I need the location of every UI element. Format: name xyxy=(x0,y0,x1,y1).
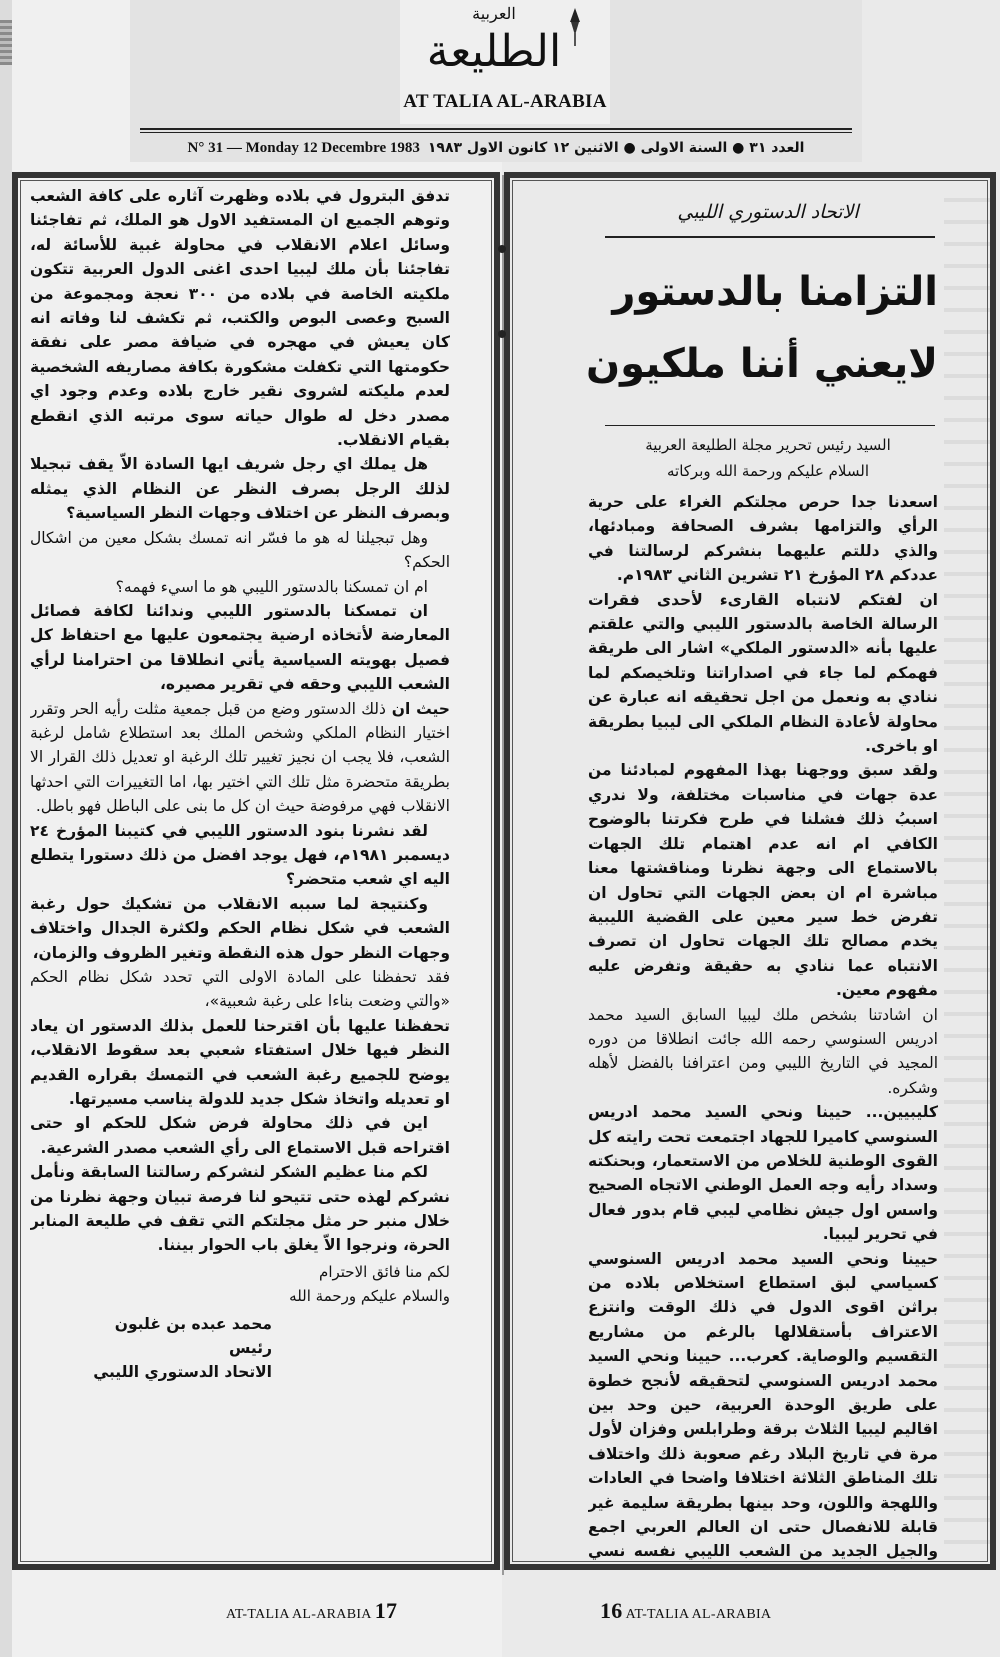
paragraph: هل يملك اي رجل شريف ايها السادة الاّ يقف تبجيلا لذلك الرجل بصرف النظر عن النظام الذي يمثله وبصرف النظر عن اختلاف وجهات النظر السياسية؟ xyxy=(30,455,450,523)
paragraph: ان اشادتنا بشخص ملك ليبيا السابق السيد محمد ادريس السنوسي رحمه الله جائت انطلاقا من دوره المجيد في التاريخ الليبي ومن اعترافنا بالفضل لأهله وشكره. xyxy=(588,1005,938,1097)
masthead-rule xyxy=(140,128,852,133)
binding-spine xyxy=(502,175,504,1575)
headline-line-1: التزامنا بالدستور xyxy=(612,269,938,315)
paragraph: اسعدنا جدا حرص مجلتكم الغراء على حرية الرأي والتزامها بشرف الصحافة ومبادئها، والذي دللتم عليهما بنشركم لرسالتنا في عددكم ٢٨ المؤرخ ٢١ تشرين الثاني ١٩٨٣م. xyxy=(588,493,938,585)
staple-icon xyxy=(498,330,506,338)
paragraph: ان لفتكم لانتباه القارىء لأحدى فقرات الرسالة الخاصة بالدستور الليبي والتي علقتم عليها بأنه «الدستور الملكي» اشار الى طريقة فهمكم لما جاء في اصداراتنا وتلخيصكم لما ننادي به ونعمل من اجل تحقيقه انه عبارة عن محاولة لأعادة النظام الملكي الى ليبيا بطريقة او باخرى. xyxy=(588,590,938,756)
left-column-body xyxy=(30,184,450,1560)
logo-wordmark xyxy=(427,0,561,80)
folio-right xyxy=(600,1598,771,1624)
signature-title: رئيس xyxy=(229,1338,272,1357)
folio-publication: AT-TALIA AL-ARABIA xyxy=(226,1607,371,1622)
folio-publication: AT-TALIA AL-ARABIA xyxy=(625,1607,772,1622)
paragraph: ان تمسكنا بالدستور الليبي وندائنا لكافة فصائل المعارضة لأتخاذه ارضية يجتمعون عليها مع احتفاظ كل فصيل بهويته السياسية يأتي انطلاقا من احترامنا لرأي الشعب الليبي وحقه في تقرير مصيره، xyxy=(30,601,450,694)
closing xyxy=(30,1260,450,1308)
folio-left xyxy=(226,1598,397,1624)
signature-lines xyxy=(42,1312,272,1384)
paragraph xyxy=(30,697,450,819)
page-number: 17 xyxy=(374,1598,398,1623)
paragraph: تحفظنا عليها بأن اقترحنا للعمل بذلك الدستور ان يعاد النظر فيها خلال استفتاء شعبي بعد سقوط الانقلاب، يوضح للجميع رغبة الشعب في التمسك بقراره القديم او تعديله واتخاذ شكل جديد للدولة يناسب مسيرتها. xyxy=(30,1016,450,1109)
headline-rule xyxy=(605,425,935,426)
logo-mark xyxy=(427,0,583,84)
paragraph: فقد تحفظنا على المادة الاولى التي تحدد شكل نظام الحكم «والتي وضعت بناءا على رغبة شعبية»، xyxy=(30,968,450,1011)
right-column-body xyxy=(588,490,938,1562)
signature-name: محمد عبده بن غلبون xyxy=(114,1314,272,1333)
signature-block xyxy=(30,1312,450,1384)
logo xyxy=(400,0,610,124)
adjacent-page-edge xyxy=(0,20,12,65)
paragraph-body: ذلك الدستور وضع من قبل جمعية مثلت رأيه الحر وتقرر اختيار النظام الملكي وشخص الملك بعد استطلاع شامل لرغبة الشعب، فلا يجب ان نجيز تغيير تلك الرغبة او تعديل ذلك القرار الا بطريقة متحضرة مثل تلك التي اختير بها، اما التغييرات التي احدثها الانقلاب فهي مرفوضة حيث ان كل ما بنى على الباطل فهو باطل. xyxy=(30,699,450,816)
signature-organization: الاتحاد الدستوري الليبي xyxy=(93,1362,272,1381)
staple-icon xyxy=(498,245,506,253)
article-kicker: الاتحاد الدستوري الليبي xyxy=(677,201,859,223)
paragraph: لقد نشرنا بنود الدستور الليبي في كتيبنا المؤرخ ٢٤ ديسمبر ١٩٨١م، فهل يوجد افضل من ذلك دستورا يتطلع اليه اي شعب متحضر؟ xyxy=(30,821,450,889)
paragraph: وكنتيجة لما سببه الانقلاب من تشكيك حول رغبة الشعب في شكل نظام الحكم ولكثرة الجدال واختلاف وجهات النظر حول هذه النقطة وتغير الظروف والزمان، xyxy=(30,894,450,962)
issue-line-arabic: العدد ٣١ ● السنة الاولى ● الاثنين ١٢ كانون الاول ١٩٨٣ xyxy=(427,140,805,156)
paragraph-lead: حيث ان xyxy=(391,699,450,718)
headline-line-2: لايعني أننا ملكيون xyxy=(585,341,938,387)
page-number: 16 xyxy=(600,1598,623,1623)
masthead xyxy=(130,0,862,162)
article-headline xyxy=(585,256,938,400)
paragraph: وهل تبجيلنا له هو ما فسّر انه تمسك بشكل معين من اشكال الحكم؟ xyxy=(30,528,450,572)
paragraph: حيينا ونحي السيد محمد ادريس السنوسي كسياسي لبق استطاع استخلاص بلاده من براثن اقوى الدول في ذلك الوقت وانتزع الاعتراف بأستقلالها بالرغم من مشاريع التقسيم والوصاية. كعرب... حيينا ونحي السيد محمد ادريس السنوسي لتحقيقه لأنجح خطوة على طريق الوحدة العربية، حين وحد بين اقاليم ليبيا الثلاث برقة وطرابلس وفزان لأول مرة في تاريخ البلاد رغم صعوبة ذلك واختلاف تلك المناطق الثلاثة اختلافا واضحا في العادات واللهجة واللون، وحد بينها بطريقة سليمة غير قابلة للانفصال حتى ان العالم العربي اجمع والجيل الجديد من الشعب الليبي نفسه نسي xyxy=(588,1249,938,1561)
paragraph: اين في ذلك محاولة فرض شكل للحكم او حتى اقتراحه قبل الاستماع الى رأي الشعب مصدر الشرعية. xyxy=(30,1114,450,1157)
closing-line-2: والسلام عليكم ورحمة الله xyxy=(289,1286,450,1305)
paragraph: ولقد سبق ووجهنا بهذا المفهوم لمبادئنا من عدة جهات في مناسبات مختلفة، ولا ندري اسببُ ذلك فشلنا في طرح فكرتنا بالوضوح الكافي ام انه عدم اهتمام تلك الجهات بالاستماع الى وجهة نظرنا ومناقشتها معنا مباشرة ام ان بعض الجهات التي تحاول ان تفرض خط سير معين على القضية الليبية يخدم مصالح تلك الجهات تحاول ان تصرف الانتباه عما ننادي به حقيقة وتفرض عليه مفهوم معين. xyxy=(588,761,938,1000)
issue-line xyxy=(130,137,862,159)
closing-line-1: لكم منا فائق الاحترام xyxy=(319,1262,450,1281)
salutation-line-1: السيد رئيس تحرير مجلة الطليعة العربية xyxy=(645,436,891,454)
logo-latin: AT TALIA AL-ARABIA xyxy=(403,91,607,112)
salutation xyxy=(600,432,936,484)
logo-arabic-sub: العربية xyxy=(472,4,516,23)
kicker-rule xyxy=(605,236,935,238)
paragraph: تدفق البترول في بلاده وظهرت آثاره على كافة الشعب وتوهم الجميع ان المستفيد الاول هو الملك، ثم تفاجئنا وسائل اعلام الانقلاب في محاولة غبية للأسائة له، تفاجئنا بأن ملك ليبيا احدى اغنى الدول العربية تتكون ملكيته الخاصة في بلاده من ٣٠٠ نعجة ومجموعة من السبح وعصى البوص والكتب، ثم تكشف لنا وفاته انه كان يعيش في مهجره في ضيافة مصر على نفقة حكومتها التي تكفلت مشكورة بكافة مصاريفه الشخصية لعدم مليكته لشروى نقير خارج بلاده وعدم وجود اي مصدر دخل له طوال حياته سوى مرتبه الذي انقطع بقيام الانقلاب. xyxy=(30,187,450,450)
paragraph: كليبيين... حيينا ونحي السيد محمد ادريس السنوسي كاميرا للجهاد اجتمعت تحت رايته كل القوى الوطنية للخلاص من الاستعمار، وبحنكته وسداد رأيه وجه العمل الوطني الاتجاه الصحيح واسس اول جيش نظامي ليبي قام بدور فعال في تحرير ليبيا. xyxy=(588,1103,938,1244)
paragraph: ام ان تمسكنا بالدستور الليبي هو ما اسيء فهمه؟ xyxy=(115,577,428,596)
logo-arabic: الطليعة xyxy=(426,26,562,77)
salutation-line-2: السلام عليكم ورحمة الله وبركاته xyxy=(667,462,869,480)
issue-line-latin: N° 31 — Monday 12 Decembre 1983 xyxy=(187,139,420,156)
paragraph: لكم منا عظيم الشكر لنشركم رسالتنا السابقة ونأمل نشركم لهذه حتى تتيحو لنا فرصة تبيان وجهة نظرنا من خلال منبر حر مثل مجلتكم التي تقف في طليعة المنابر الحرة، ونرجوا الاّ يغلق باب الحوار بيننا. xyxy=(30,1163,450,1255)
torch-icon xyxy=(567,8,583,48)
